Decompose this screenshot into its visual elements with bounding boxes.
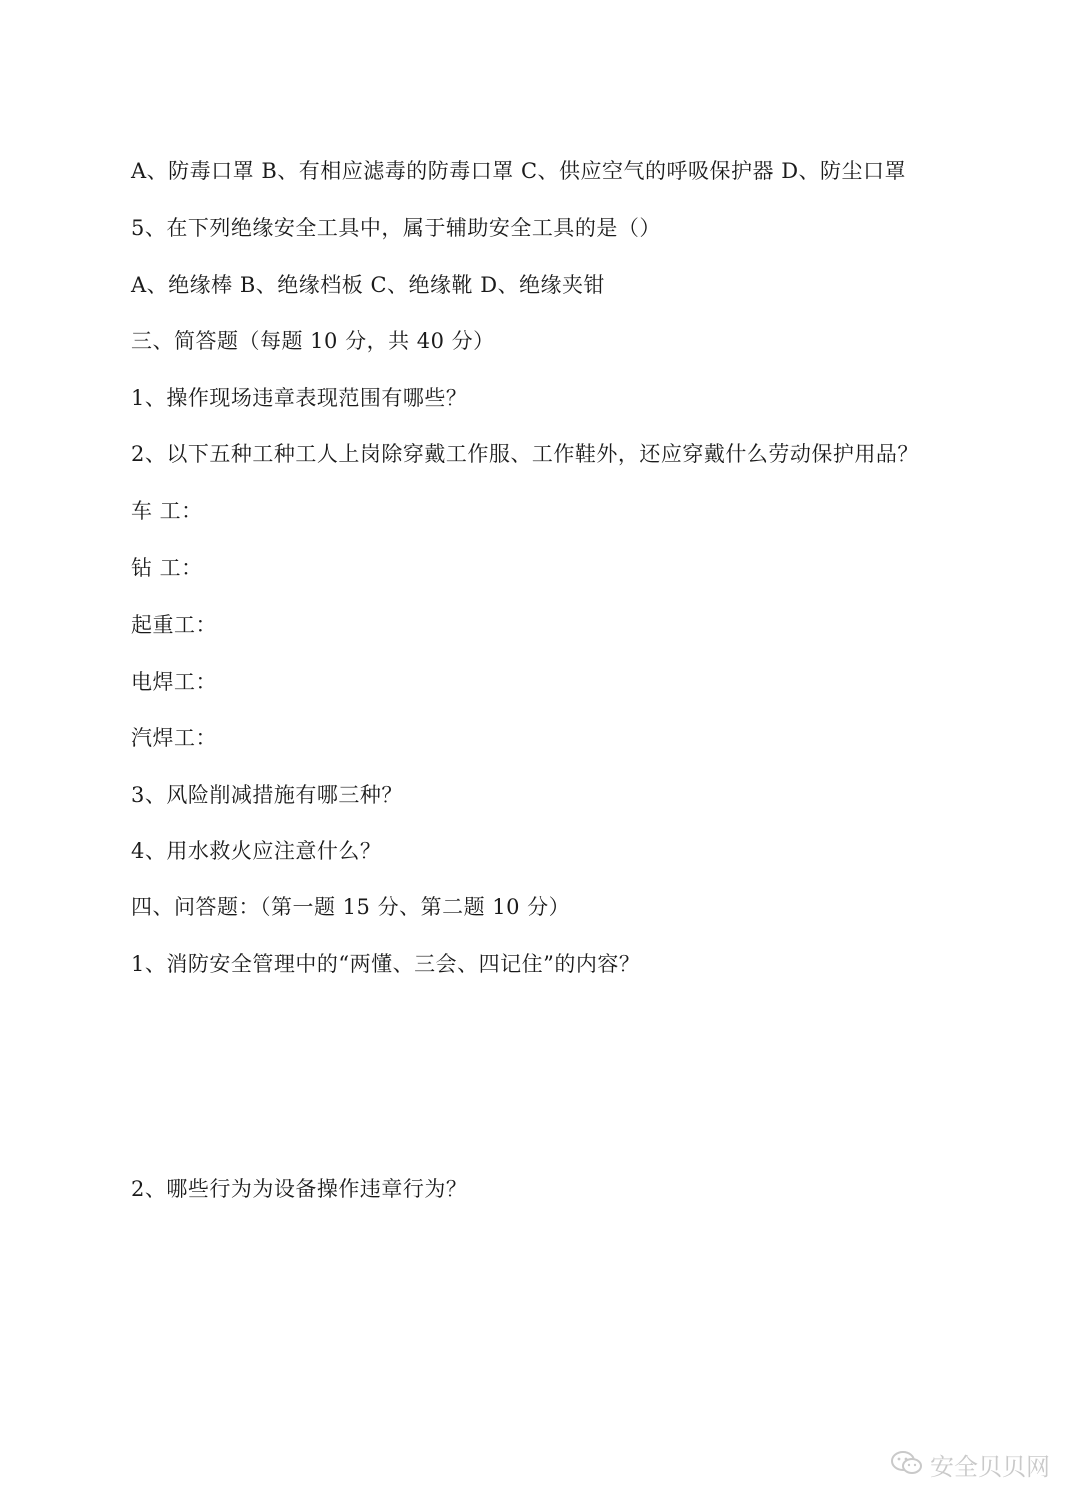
trade-driller: 钻 工： [131, 556, 203, 580]
section-3-q2: 2、以下五种工种工人上岗除穿戴工作服、工作鞋外，还应穿戴什么劳动保护用品？ [131, 442, 919, 466]
trade-gas-welder: 汽焊工： [131, 726, 217, 750]
q4-options: A、防毒口罩 B、有相应滤毒的防毒口罩 C、供应空气的呼吸保护器 D、防尘口罩 [131, 159, 907, 183]
watermark-text: 安全贝贝网 [930, 1453, 1050, 1481]
section-4-q1: 1、消防安全管理中的“两懂、三会、四记住”的内容？ [131, 952, 641, 976]
watermark [890, 1450, 1050, 1484]
section-3-q4: 4、用水救火应注意什么？ [131, 839, 382, 863]
trade-electric-welder: 电焊工： [131, 670, 217, 694]
section-3-heading: 三、简答题（每题 10 分，共 40 分） [131, 329, 495, 353]
section-3-q3: 3、风险削减措施有哪三种？ [131, 783, 403, 807]
q5-question: 5、在下列绝缘安全工具中，属于辅助安全工具的是（） [131, 216, 661, 240]
trade-lathe: 车 工： [131, 499, 203, 523]
trade-crane: 起重工： [131, 613, 217, 637]
section-4-q2: 2、哪些行为为设备操作违章行为？ [131, 1177, 468, 1201]
section-3-q1: 1、操作现场违章表现范围有哪些？ [131, 386, 468, 410]
wechat-icon [890, 1450, 924, 1484]
q5-options: A、绝缘棒 B、绝缘档板 C、绝缘靴 D、绝缘夹钳 [131, 273, 606, 297]
section-4-heading: 四、问答题：（第一题 15 分、第二题 10 分） [131, 895, 571, 919]
